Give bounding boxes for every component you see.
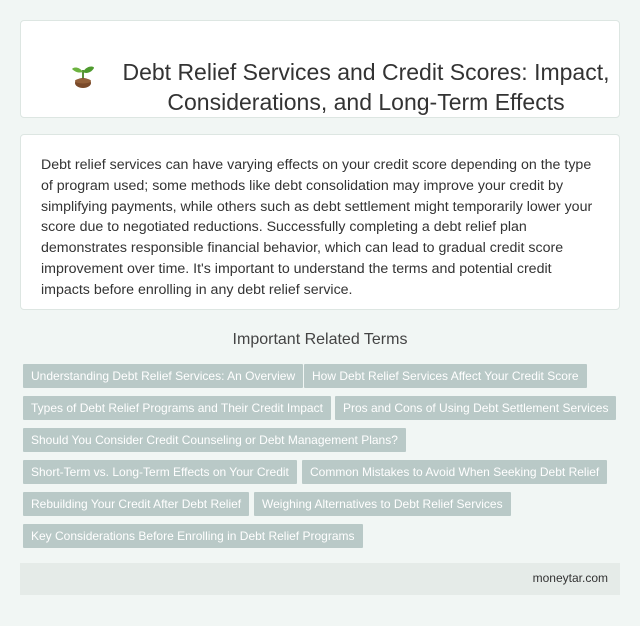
page-title: Debt Relief Services and Credit Scores: Impact, Considerations, and Long-Term Effects: [122, 59, 610, 115]
summary-text: Debt relief services can have varying effects on your credit score depending on the type of program used; some methods like debt consolidation may improve your credit by simplifying payments, while others such as debt settlement might temporarily lower your score due to negotiated reductions. Successfully completing a debt relief plan demonstrates responsible financial behavior, which can lead to gradual credit score improvement over time. It's important to understand the terms and potential credit impacts before enrolling in any debt relief service.: [41, 157, 593, 298]
related-term-tag[interactable]: Should You Consider Credit Counseling or Debt Management Plans?: [23, 428, 406, 452]
footer: [20, 563, 620, 595]
seedling-icon: [69, 62, 97, 90]
related-term-tag[interactable]: Rebuilding Your Credit After Debt Relief: [23, 492, 249, 516]
related-term-tag[interactable]: How Debt Relief Services Affect Your Credit Score: [304, 364, 587, 388]
title-card: [20, 20, 620, 118]
related-term-tag[interactable]: Weighing Alternatives to Debt Relief Services: [254, 492, 511, 516]
related-term-tag[interactable]: Pros and Cons of Using Debt Settlement Services: [335, 396, 616, 420]
related-term-tag[interactable]: Types of Debt Relief Programs and Their Credit Impact: [23, 396, 331, 420]
related-term-tag[interactable]: Short-Term vs. Long-Term Effects on Your Credit: [23, 460, 297, 484]
related-term-tag[interactable]: Common Mistakes to Avoid When Seeking Debt Relief: [302, 460, 607, 484]
related-term-tag[interactable]: Key Considerations Before Enrolling in Debt Relief Programs: [23, 524, 363, 548]
related-term-tag[interactable]: Understanding Debt Relief Services: An Overview: [23, 364, 303, 388]
summary-card: [20, 134, 620, 310]
footer-brand[interactable]: moneytar.com: [532, 571, 608, 585]
related-terms-heading: Important Related Terms: [232, 331, 408, 348]
